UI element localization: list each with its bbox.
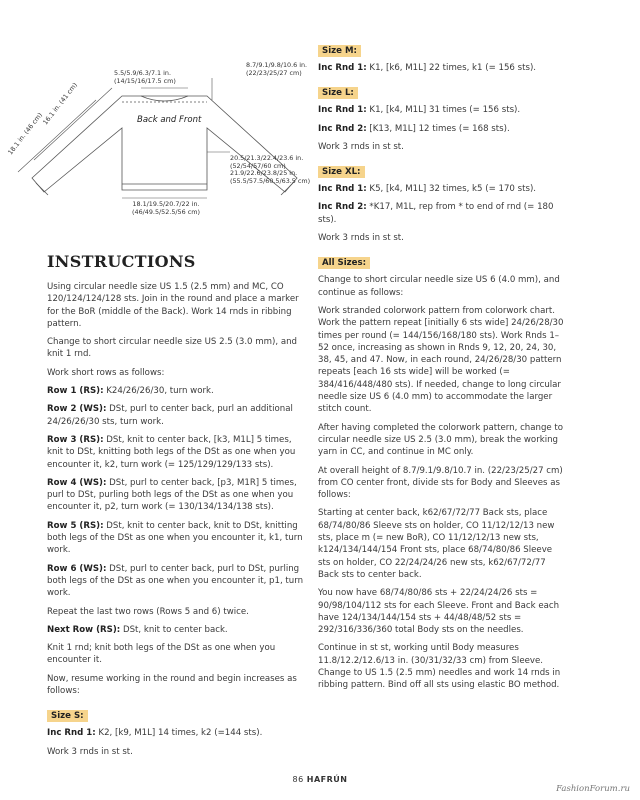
row-2: Row 2 (WS): DSt, purl to center back, purl an additional 24/26/26/30 sts, turn work.	[47, 404, 293, 427]
size-l-tag: Size L:	[318, 87, 358, 99]
shoulder-depth-label: 8.7/9.1/9.8/10.6 in. (22/23/25/27 cm)	[246, 61, 308, 77]
row-6: Row 6 (WS): DSt, purl to center back, purl to DSt, purling both legs of the DSt as one when you encounter it, p1, turn work.	[47, 563, 304, 599]
page-number: 86	[292, 775, 304, 784]
sleeve-length-label-2: 16.1 in. (41 cm)	[41, 81, 79, 127]
paragraph: You now have 68/74/80/86 sts + 22/24/24/26 sts = 90/98/104/112 sts for each Sleeve. Front and Back each have 124/134/144/154 sts + 44/48/48/52 sts = 292/316/336/360 total Body sts on the needles.	[318, 588, 560, 636]
size-xl-inc-rnd-1: Inc Rnd 1: K5, [k4, M1L] 32 times, k5 (= 170 sts).	[318, 184, 537, 195]
row-5: Row 5 (RS): DSt, knit to center back, knit to DSt, knitting both legs of the DSt as one when you encounter it, k1, turn work.	[47, 520, 303, 556]
bottom-width-label: 18.1/19.5/20.7/22 in. (46/49.5/52.5/56 cm)	[132, 200, 200, 216]
paragraph: Repeat the last two rows (Rows 5 and 6) twice.	[47, 606, 249, 617]
brand-name: HAFRÚN	[306, 775, 348, 784]
chest-label: 20.5/21.3/22.4/23.6 in. (52/54/57/60 cm) 21.9/22.6/23.8/25 in. (55.5/57.5/60.5/63.5 cm)	[230, 154, 311, 185]
size-s-inc-rnd-1: Inc Rnd 1: K2, [k9, M1L] 14 times, k2 (=144 sts).	[47, 728, 263, 739]
page-footer	[0, 775, 640, 784]
row-3: Row 3 (RS): DSt, knit to center back, [k3, M1L] 5 times, knit to DSt, knitting both legs of the DSt as one when you encounter it, k2, turn work (= 125/129/129/133 sts).	[47, 434, 296, 470]
neck-width-label: 5.5/5.9/6.3/7.1 in. (14/15/16/17.5 cm)	[114, 69, 176, 85]
paragraph: Work 3 rnds in st st.	[47, 746, 133, 757]
left-cuff	[36, 183, 48, 195]
paragraph: Knit 1 rnd; knit both legs of the DSt as one when you encounter it.	[47, 643, 276, 666]
sleeve-length-label-1: 18.1 in. (46 cm)	[6, 111, 44, 157]
instructions-heading: INSTRUCTIONS	[47, 252, 196, 271]
paragraph: Now, resume working in the round and begin increases as follows:	[47, 673, 297, 697]
paragraph: After having completed the colorwork pattern, change to circular needle size US 2.5 (3.0 mm), break the working yarn in CC, and continue in MC only.	[318, 422, 564, 458]
neckline	[141, 96, 188, 101]
all-sizes-tag: All Sizes:	[318, 257, 370, 269]
schematic-diagram	[0, 40, 310, 255]
paragraph: Using circular needle size US 1.5 (2.5 mm) and MC, CO 120/124/124/128 sts. Join in the round and place a marker for the BoR (middle of the Back). Work 14 rnds in ribbing pattern.	[47, 282, 299, 329]
paragraph: Change to short circular needle size US 6 (4.0 mm), and continue as follows:	[318, 275, 560, 298]
paragraph: At overall height of 8.7/9.1/9.8/10.7 in. (22/23/25/27 cm) from CO center front, divide sts for Body and Sleeves as follows:	[318, 465, 563, 501]
left-column	[47, 252, 305, 764]
right-column	[318, 38, 566, 698]
watermark: FashionForum.ru	[556, 784, 630, 794]
size-m-tag: Size M:	[318, 45, 361, 57]
size-xl-inc-rnd-2: Inc Rnd 2: *K17, M1L, rep from * to end of rnd (= 180 sts).	[318, 202, 554, 225]
size-l-inc-rnd-2: Inc Rnd 2: [K13, M1L] 12 times (= 168 sts).	[318, 123, 510, 134]
size-xl-tag: Size XL:	[318, 166, 365, 178]
paragraph: Work stranded colorwork pattern from colorwork chart. Work the pattern repeat [initially 6 sts wide] 24/26/28/30 times per round (= 144/156/168/180 sts). Work Rnds 1–52 once, increasing as shown in Rnds 9, 12, 20, 24, 30, 38, 45, and 47. Now, in each round, 24/26/28/30 pattern repeats [each 16 sts wide] will be worked (= 384/416/448/480 sts). If needed, change to long circular needle size US 6 (4.0 mm) to accommodate the larger stitch count.	[318, 305, 564, 415]
next-row: Next Row (RS): DSt, knit to center back.	[47, 624, 228, 635]
size-m-inc-rnd-1: Inc Rnd 1: K1, [k6, M1L] 22 times, k1 (= 156 sts).	[318, 63, 537, 73]
paragraph: Work short rows as follows:	[47, 367, 165, 378]
paragraph: Starting at center back, k62/67/72/77 Back sts, place 68/74/80/86 Sleeve sts on holder, CO 11/12/12/13 new sts, place m (= new BoR), CO 11/12/12/13 new sts, k124/134/144/154 Front sts, place 68/74/80/86 Sleeve sts on holder, CO 22/24/24/26 new sts, k62/67/72/77 Back sts to center back.	[318, 508, 555, 580]
schematic-title: Back and Front	[137, 115, 202, 125]
paragraph: Change to short circular needle size US 2.5 (3.0 mm), and knit 1 rnd.	[47, 337, 297, 360]
size-l-inc-rnd-1: Inc Rnd 1: K1, [k4, M1L] 31 times (= 156 sts).	[318, 105, 521, 116]
paragraph: Work 3 rnds in st st.	[318, 141, 404, 152]
paragraph: Work 3 rnds in st st.	[318, 233, 404, 244]
size-s-tag: Size S:	[47, 710, 88, 722]
row-1: Row 1 (RS): K24/26/26/30, turn work.	[47, 386, 214, 397]
paragraph: Continue in st st, working until Body measures 11.8/12.2/12.6/13 in. (30/31/32/33 cm) from Sleeve. Change to US 1.5 (2.5 mm) needles and work 14 rnds in ribbing pattern. Bind off all sts using elastic BO method.	[318, 643, 561, 691]
row-4: Row 4 (WS): DSt, purl to center back, [p3, M1R] 5 times, purl to DSt, purling both legs of the DSt as one when you encounter it, p2, turn work (= 130/134/134/138 sts).	[47, 477, 297, 513]
